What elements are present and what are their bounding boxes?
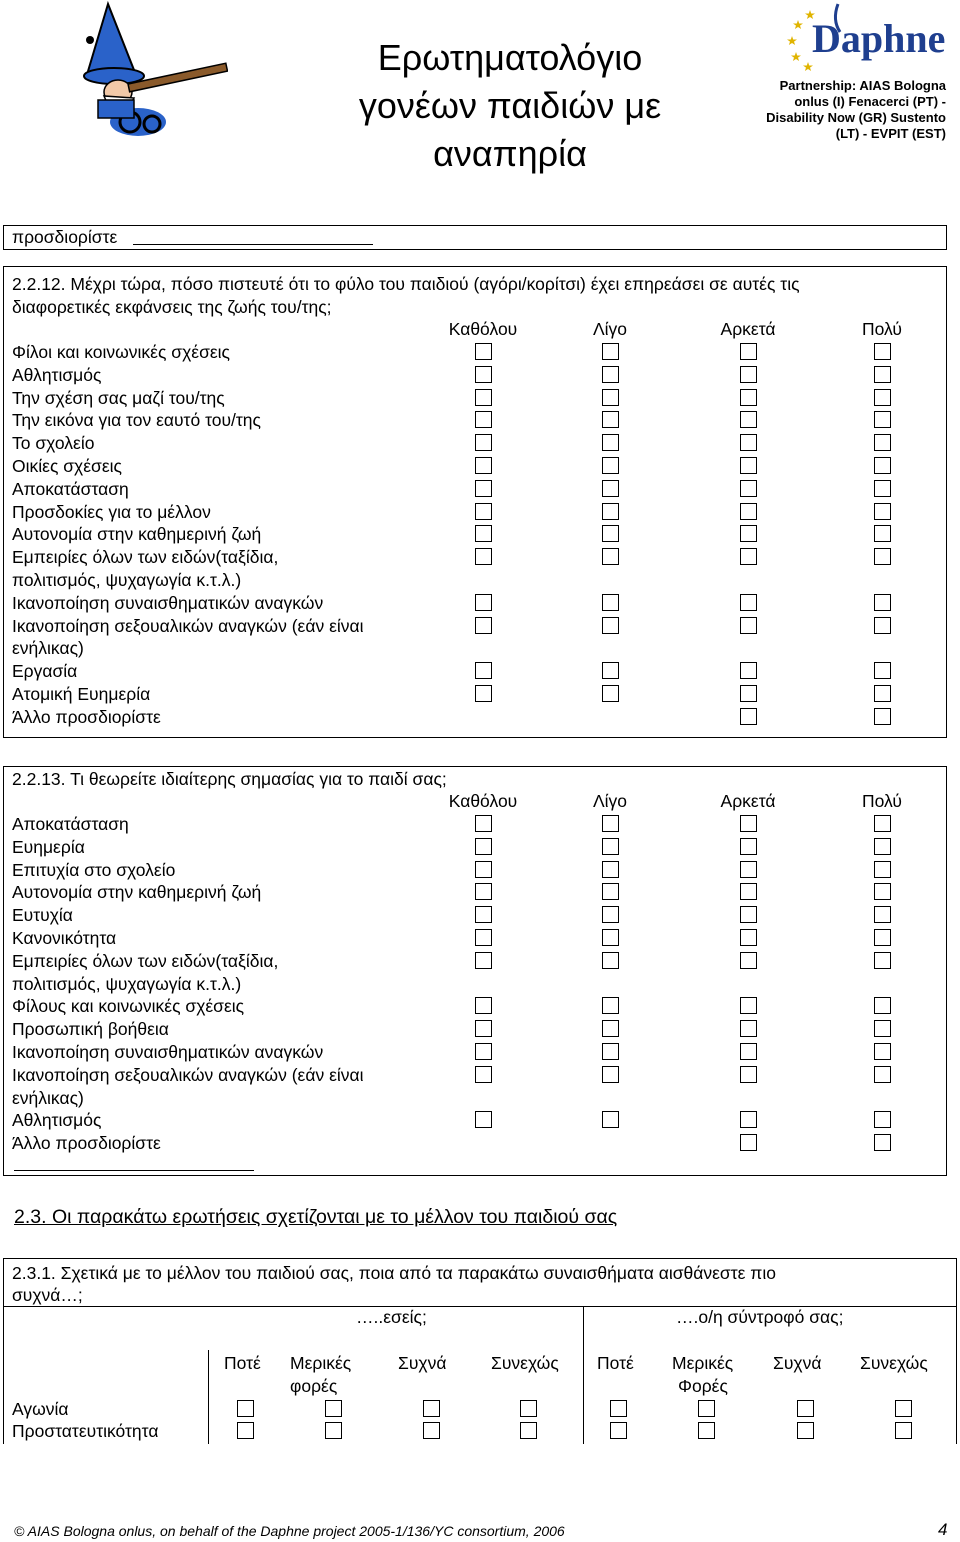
- daphne-logo-text: Daphne: [812, 16, 946, 61]
- q2212-checkbox[interactable]: [874, 685, 891, 702]
- q2213-checkbox[interactable]: [602, 861, 619, 878]
- q231-partner-col-always: Συνεχώς: [860, 1353, 928, 1373]
- q2212-checkbox[interactable]: [740, 503, 757, 520]
- q2212-checkbox[interactable]: [874, 503, 891, 520]
- q2213-checkbox[interactable]: [475, 1066, 492, 1083]
- q2212-row-label: Ικανοποίηση σεξουαλικών αναγκών (εάν είναι: [12, 615, 364, 636]
- q2212-checkbox[interactable]: [874, 617, 891, 634]
- q2212-checkbox[interactable]: [602, 457, 619, 474]
- q2212-col-header: Καθόλου: [448, 319, 518, 339]
- q231-checkbox[interactable]: [895, 1422, 912, 1439]
- q2212-checkbox[interactable]: [740, 548, 757, 565]
- q2212-row-label: Αθλητισμός: [12, 364, 102, 385]
- q2213-checkbox[interactable]: [740, 929, 757, 946]
- q2213-checkbox[interactable]: [475, 929, 492, 946]
- q2213-checkbox[interactable]: [602, 815, 619, 832]
- q231-row-label: Αγωνία: [12, 1399, 69, 1419]
- q2212-checkbox[interactable]: [602, 525, 619, 542]
- section-2-3-title: 2.3. Οι παρακάτω ερωτήσεις σχετίζονται με το μέλλον του παιδιού σας: [14, 1206, 618, 1228]
- q2212-checkbox[interactable]: [740, 480, 757, 497]
- q231-partner-col-often: Συχνά: [773, 1353, 822, 1373]
- q2213-col-header: Αρκετά: [720, 791, 776, 811]
- q2213-checkbox[interactable]: [740, 861, 757, 878]
- q2212-checkbox[interactable]: [475, 343, 492, 360]
- q2213-row-label: Αυτονομία στην καθημερινή ζωή: [12, 882, 262, 903]
- q2212-checkbox[interactable]: [602, 389, 619, 406]
- q2213-row-label: πολιτισμός, ψυχαγωγία κ.τ.λ.): [12, 973, 242, 994]
- q2212-checkbox[interactable]: [602, 662, 619, 679]
- q2213-other-blank-line[interactable]: [14, 1170, 254, 1171]
- q2213-row-label: Ευημερία: [12, 836, 85, 857]
- q2213-row-label: Άλλο προσδιορίστε: [12, 1133, 161, 1154]
- q2212-checkbox[interactable]: [475, 594, 492, 611]
- q2212-checkbox[interactable]: [475, 685, 492, 702]
- specify-blank-line[interactable]: [133, 244, 373, 245]
- q2212-row-label: Οικίες σχέσεις: [12, 456, 122, 476]
- q231-checkbox[interactable]: [325, 1422, 342, 1439]
- q2213-checkbox[interactable]: [874, 952, 891, 969]
- daphne-logo: [770, 0, 950, 78]
- q2212-checkbox[interactable]: [874, 525, 891, 542]
- q2213-row-label: Ικανοποίηση συναισθηματικών αναγκών: [12, 1042, 324, 1062]
- q231-checkbox[interactable]: [797, 1400, 814, 1417]
- q2212-col-header: Λίγο: [592, 319, 628, 339]
- q2213-question: 2.2.13. Τι θεωρείτε ιδιαίτερης σημασίας για το παιδί σας;: [12, 769, 447, 789]
- q2212-checkbox[interactable]: [602, 480, 619, 497]
- q2212-row-label: Αυτονομία στην καθημερινή ζωή: [12, 524, 262, 545]
- q2213-checkbox[interactable]: [602, 1020, 619, 1037]
- q2213-row-label: Κανονικότητα: [12, 928, 117, 948]
- q2212-checkbox[interactable]: [874, 411, 891, 428]
- q231-checkbox[interactable]: [423, 1400, 440, 1417]
- q2213-row-label: Ευτυχία: [12, 905, 73, 926]
- q2212-row-label: Άλλο προσδιορίστε: [12, 706, 161, 727]
- q2212-row-label: πολιτισμός, ψυχαγωγία κ.τ.λ.): [12, 570, 242, 590]
- q2212-checkbox[interactable]: [740, 708, 757, 725]
- q2212-checkbox[interactable]: [740, 434, 757, 451]
- q2212-row-label: Φίλοι και κοινωνικές σχέσεις: [12, 342, 230, 362]
- q2212-checkbox[interactable]: [740, 389, 757, 406]
- q231-question-line2: συχνά…;: [12, 1285, 83, 1305]
- q2212-row-label: Την σχέση σας μαζί του/της: [12, 387, 225, 408]
- q2213-checkbox[interactable]: [475, 997, 492, 1014]
- footer-copyright: © AIAS Bologna onlus, on behalf of the Daphne project 2005-1/136/YC consortium, 2006: [14, 1523, 565, 1539]
- q2212-checkbox[interactable]: [602, 685, 619, 702]
- q2213-row-label: Προσωπική βοήθεια: [12, 1019, 169, 1040]
- q231-col-always: Συνεχώς: [491, 1353, 559, 1373]
- q2212-checkbox[interactable]: [602, 434, 619, 451]
- q2212-checkbox[interactable]: [740, 343, 757, 360]
- q231-checkbox[interactable]: [325, 1400, 342, 1417]
- q2213-checkbox[interactable]: [874, 1020, 891, 1037]
- q2213-checkbox[interactable]: [602, 883, 619, 900]
- q2213-checkbox[interactable]: [740, 1111, 757, 1128]
- q2212-checkbox[interactable]: [475, 525, 492, 542]
- q2212-row-label: Ικανοποίηση συναισθηματικών αναγκών: [12, 592, 324, 613]
- q2213-row-label: Αθλητισμός: [12, 1110, 102, 1131]
- q231-checkbox[interactable]: [797, 1422, 814, 1439]
- q2212-checkbox[interactable]: [874, 366, 891, 383]
- partnership-text: Partnership: AIAS Bologna onlus (I) Fenacerci (PT) - Disability Now (GR) Sustento (LT) - EVPIT (EST): [766, 78, 946, 141]
- q2212-checkbox[interactable]: [874, 434, 891, 451]
- q2213-checkbox[interactable]: [740, 1043, 757, 1060]
- q231-question-line1: 2.3.1. Σχετικά με το μέλλον του παιδιού σας, ποια από τα παρακάτω συναισθήματα αισθάνεστε πιο: [12, 1263, 777, 1283]
- q2212-checkbox[interactable]: [602, 366, 619, 383]
- page-number: 4: [938, 1520, 948, 1539]
- q2213-checkbox[interactable]: [602, 906, 619, 923]
- q231-partner-col-never: Ποτέ: [597, 1353, 634, 1373]
- q2213-col-header: Λίγο: [592, 791, 628, 811]
- q2213-checkbox[interactable]: [874, 1134, 891, 1151]
- q231-checkbox[interactable]: [237, 1400, 254, 1417]
- q231-checkbox[interactable]: [423, 1422, 440, 1439]
- q2212-checkbox[interactable]: [740, 457, 757, 474]
- q2212-checkbox[interactable]: [874, 548, 891, 565]
- q2213-row-label: Φίλους και κοινωνικές σχέσεις: [12, 996, 245, 1017]
- q2212-checkbox[interactable]: [475, 389, 492, 406]
- specify-label: προσδιορίστε: [12, 227, 118, 247]
- q2212-row-label: Αποκατάσταση: [12, 478, 129, 499]
- q2212-row-label: Το σχολείο: [12, 433, 95, 454]
- q231-checkbox[interactable]: [698, 1400, 715, 1417]
- q2212-checkbox[interactable]: [874, 662, 891, 679]
- q2213-checkbox[interactable]: [874, 815, 891, 832]
- q2213-checkbox[interactable]: [740, 952, 757, 969]
- q231-checkbox[interactable]: [610, 1400, 627, 1417]
- q2213-checkbox[interactable]: [740, 815, 757, 832]
- q2212-checkbox[interactable]: [475, 503, 492, 520]
- q2212-col-header: Αρκετά: [720, 319, 776, 339]
- q231-vline-mid: [583, 1306, 584, 1444]
- q2213-checkbox[interactable]: [475, 883, 492, 900]
- q2212-checkbox[interactable]: [740, 594, 757, 611]
- q231-row-label: Προστατευτικότητα: [12, 1421, 159, 1441]
- q2213-checkbox[interactable]: [874, 997, 891, 1014]
- q2213-checkbox[interactable]: [475, 815, 492, 832]
- q2212-row-label: Προσδοκίες για το μέλλον: [12, 501, 211, 522]
- q2212-checkbox[interactable]: [740, 525, 757, 542]
- q2213-checkbox[interactable]: [475, 838, 492, 855]
- q2212-checkbox[interactable]: [874, 480, 891, 497]
- q2213-checkbox[interactable]: [740, 1134, 757, 1151]
- q2213-checkbox[interactable]: [475, 952, 492, 969]
- q2213-checkbox[interactable]: [602, 1111, 619, 1128]
- q2212-checkbox[interactable]: [874, 343, 891, 360]
- q2213-checkbox[interactable]: [874, 883, 891, 900]
- q2213-checkbox[interactable]: [602, 952, 619, 969]
- q2213-checkbox[interactable]: [602, 1043, 619, 1060]
- q2213-checkbox[interactable]: [475, 1020, 492, 1037]
- q2212-checkbox[interactable]: [475, 434, 492, 451]
- q2213-checkbox[interactable]: [475, 861, 492, 878]
- q231-col-sometimes: Μερικές φορές: [290, 1353, 352, 1396]
- q2213-checkbox[interactable]: [740, 1020, 757, 1037]
- q2212-checkbox[interactable]: [602, 594, 619, 611]
- q2213-col-header: Πολύ: [862, 791, 902, 811]
- q2212-checkbox[interactable]: [602, 503, 619, 520]
- q2212-checkbox[interactable]: [602, 548, 619, 565]
- q231-checkbox[interactable]: [520, 1400, 537, 1417]
- q2212-question-line1: 2.2.12. Μέχρι τώρα, πόσο πιστευτέ ότι το φύλο του παιδιού (αγόρι/κορίτσι) έχει επηρεάσει σε αυτές τις: [12, 274, 800, 294]
- q2212-checkbox[interactable]: [475, 617, 492, 634]
- q231-group-you: …..εσείς;: [356, 1307, 427, 1327]
- q2213-checkbox[interactable]: [874, 929, 891, 946]
- q2213-checkbox[interactable]: [602, 1066, 619, 1083]
- q2212-checkbox[interactable]: [874, 594, 891, 611]
- q2212-row-label: Την εικόνα για τον εαυτό του/της: [12, 410, 261, 431]
- specify-box: [3, 225, 947, 250]
- q2212-checkbox[interactable]: [740, 366, 757, 383]
- q2212-question-line2: διαφορετικές εκφάνσεις της ζωής του/της;: [12, 297, 332, 317]
- q2212-col-header: Πολύ: [862, 319, 902, 339]
- q2212-row-label: Εμπειρίες όλων των ειδών(ταξίδια,: [12, 547, 279, 568]
- q2213-col-header: Καθόλου: [448, 791, 518, 811]
- q2213-row-label: Επιτυχία στο σχολείο: [12, 859, 176, 880]
- q231-checkbox[interactable]: [610, 1422, 627, 1439]
- q2213-row-label: Αποκατάσταση: [12, 814, 129, 834]
- q231-col-often: Συχνά: [398, 1353, 447, 1373]
- q2213-checkbox[interactable]: [740, 838, 757, 855]
- q2212-checkbox[interactable]: [740, 411, 757, 428]
- q2213-checkbox[interactable]: [740, 997, 757, 1014]
- q231-partner-col-sometimes: Μερικές Φορές: [672, 1353, 734, 1396]
- q231-checkbox[interactable]: [895, 1400, 912, 1417]
- q2212-checkbox[interactable]: [740, 685, 757, 702]
- q2212-checkbox[interactable]: [602, 617, 619, 634]
- q2213-checkbox[interactable]: [740, 883, 757, 900]
- q2213-checkbox[interactable]: [874, 1066, 891, 1083]
- q231-checkbox[interactable]: [520, 1422, 537, 1439]
- q2212-checkbox[interactable]: [602, 411, 619, 428]
- q2212-row-label: Εργασία: [12, 661, 78, 682]
- q2213-checkbox[interactable]: [874, 1043, 891, 1060]
- q2213-checkbox[interactable]: [475, 1111, 492, 1128]
- q2212-row-label: Ατομική Ευημερία: [12, 684, 151, 704]
- q231-vline-left: [208, 1350, 209, 1444]
- q2213-checkbox[interactable]: [874, 861, 891, 878]
- q231-group-partner: ….ο/η σύντροφό σας;: [676, 1307, 844, 1327]
- q2213-checkbox[interactable]: [874, 1111, 891, 1128]
- q2213-checkbox[interactable]: [874, 838, 891, 855]
- q2213-checkbox[interactable]: [475, 906, 492, 923]
- q2213-checkbox[interactable]: [740, 1066, 757, 1083]
- wizard-mascot-logo: [78, 0, 228, 140]
- q2213-checkbox[interactable]: [740, 906, 757, 923]
- q231-checkbox[interactable]: [698, 1422, 715, 1439]
- q2212-row-label: ενήλικας): [12, 638, 84, 659]
- q2212-checkbox[interactable]: [740, 617, 757, 634]
- q2213-checkbox[interactable]: [475, 1043, 492, 1060]
- q2212-checkbox[interactable]: [475, 548, 492, 565]
- q2213-checkbox[interactable]: [602, 929, 619, 946]
- q2213-row-label: Εμπειρίες όλων των ειδών(ταξίδια,: [12, 950, 279, 971]
- q2212-checkbox[interactable]: [874, 708, 891, 725]
- q2212-checkbox[interactable]: [475, 480, 492, 497]
- q231-col-never: Ποτέ: [224, 1353, 261, 1373]
- q2213-row-label: Ικανοποίηση σεξουαλικών αναγκών (εάν είναι: [12, 1064, 364, 1085]
- q2212-checkbox[interactable]: [475, 366, 492, 383]
- q2212-checkbox[interactable]: [475, 662, 492, 679]
- q2213-checkbox[interactable]: [602, 997, 619, 1014]
- q2212-checkbox[interactable]: [740, 662, 757, 679]
- q2212-checkbox[interactable]: [475, 457, 492, 474]
- q2212-checkbox[interactable]: [874, 389, 891, 406]
- q2212-checkbox[interactable]: [475, 411, 492, 428]
- document-title: Ερωτηματολόγιο γονέων παιδιών με αναπηρία: [358, 37, 662, 174]
- q231-checkbox[interactable]: [237, 1422, 254, 1439]
- q2213-checkbox[interactable]: [602, 838, 619, 855]
- q2212-checkbox[interactable]: [602, 343, 619, 360]
- q2212-checkbox[interactable]: [874, 457, 891, 474]
- q2213-checkbox[interactable]: [874, 906, 891, 923]
- q2213-row-label: ενήλικας): [12, 1087, 84, 1108]
